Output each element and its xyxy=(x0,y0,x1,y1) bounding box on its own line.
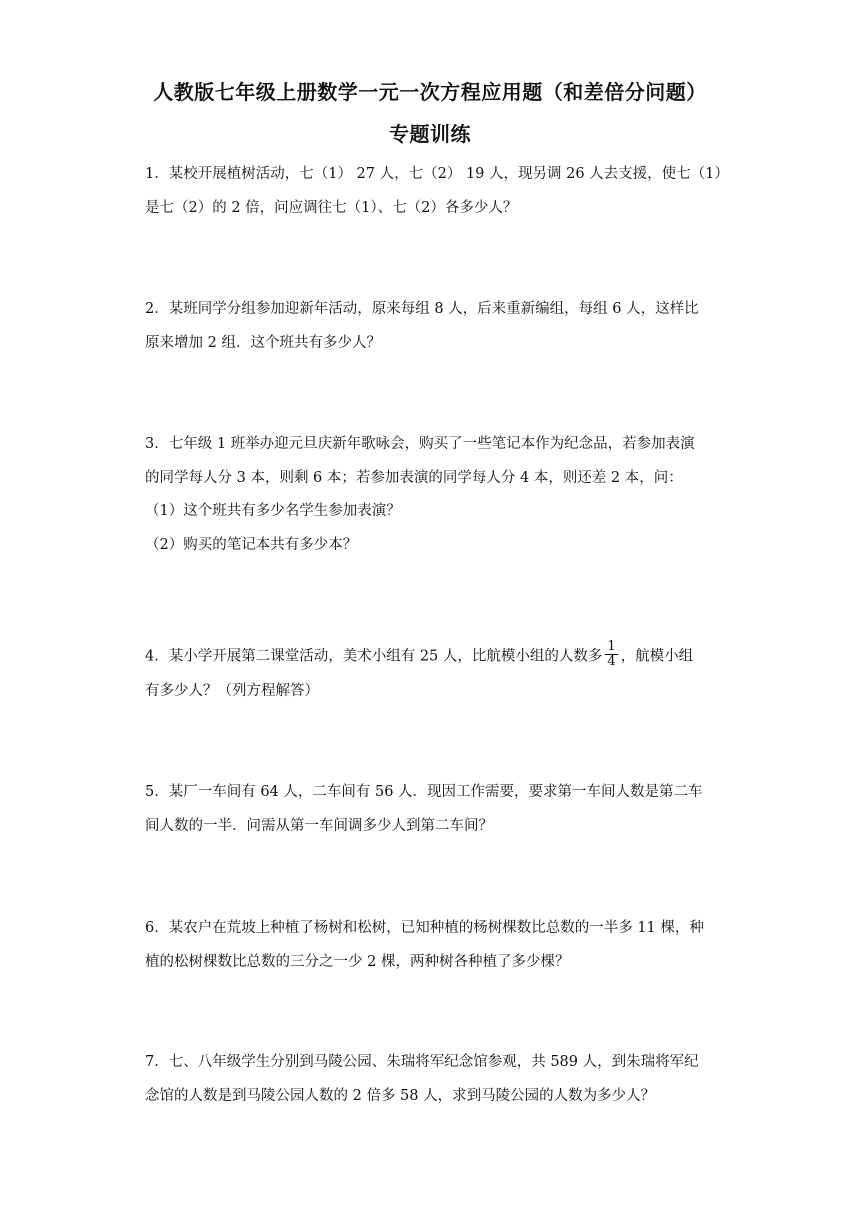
question-4-line-1 xyxy=(145,639,725,671)
question-6-line-1: 6．某农户在荒坡上种植了杨树和松树，已知种植的杨树棵数比总数的一半多 11 棵，种 xyxy=(145,920,704,936)
question-3-sub-2: （2）购买的笔记本共有多少本？ xyxy=(145,537,358,553)
question-4-text-before: 4．某小学开展第二课堂活动，美术小组有 25 人，比航模小组的人数多 xyxy=(145,648,603,665)
question-3-sub-1: （1）这个班共有多少名学生参加表演？ xyxy=(145,503,401,519)
fraction-one-quarter xyxy=(605,640,617,669)
document-subtitle: 专题训练 xyxy=(389,122,471,146)
question-2-line-2: 原来增加 2 组．这个班共有多少人？ xyxy=(145,335,381,351)
question-7-line-1: 7．七、八年级学生分别到马陵公园、朱瑞将军纪念馆参观，共 589 人，到朱瑞将军纪 xyxy=(145,1054,699,1070)
question-5-line-1: 5．某厂一车间有 64 人，二车间有 56 人．现因工作需要，要求第一车间人数是第二车 xyxy=(145,784,703,800)
document-title: 人教版七年级上册数学一元一次方程应用题（和差倍分问题） xyxy=(153,80,707,104)
fraction-denominator: 4 xyxy=(607,654,616,669)
question-6-line-2: 植的松树棵数比总数的三分之一少 2 棵，两种树各种植了多少棵？ xyxy=(145,954,570,970)
question-3-line-2: 的同学每人分 3 本，则剩 6 本；若参加表演的同学每人分 4 本，则还差 2 本，问： xyxy=(145,470,683,486)
fraction-numerator: 1 xyxy=(607,639,616,654)
question-2-line-1: 2．某班同学分组参加迎新年活动，原来每组 8 人，后来重新编组，每组 6 人，这样比 xyxy=(145,301,699,317)
question-7-line-2: 念馆的人数是到马陵公园人数的 2 倍多 58 人，求到马陵公园的人数为多少人？ xyxy=(145,1088,656,1104)
question-1-line-1: 1．某校开展植树活动，七（1） 27 人，七（2） 19 人，现另调 26 人去支援，使七（1） xyxy=(145,166,729,182)
question-4-text-after: ，航模小组 xyxy=(620,648,694,665)
question-4-line-2: 有多少人？（列方程解答） xyxy=(145,683,319,699)
question-3-line-1: 3．七年级 1 班举办迎元旦庆新年歌咏会，购买了一些笔记本作为纪念品，若参加表演 xyxy=(145,436,695,452)
question-1-line-2: 是七（2）的 2 倍，问应调往七（1）、七（2）各多少人？ xyxy=(145,200,518,216)
question-5-line-2: 间人数的一半．问需从第一车间调多少人到第二车间？ xyxy=(145,818,493,834)
